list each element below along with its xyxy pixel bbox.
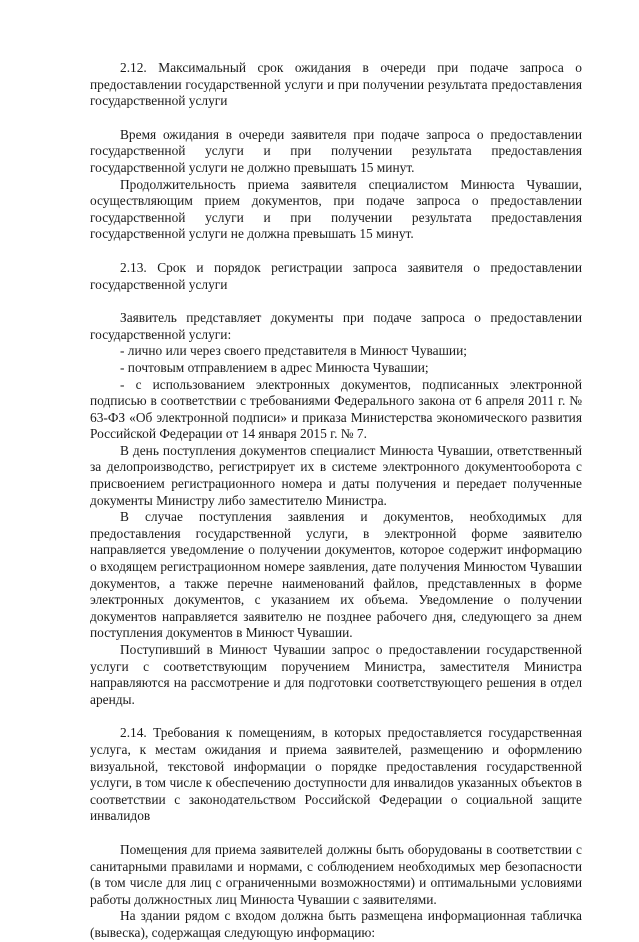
spacer [90, 708, 582, 725]
spacer [90, 110, 582, 127]
section-heading-2-14: 2.14. Требования к помещениям, в которых предоставляется государственная услуга, к местам ожидания и приема заявителей, размещению и оформлению визуальной, текстовой информации о порядке предоставления государственной услуги, в том числе к обеспечению доступности для инвалидов указанных объектов в соответствии с законодательством Российской Федерации о социальной защите инвалидов [90, 725, 582, 824]
paragraph: Поступивший в Минюст Чувашии запрос о предоставлении государственной услуги с соответствующим поручением Министра, заместителя Министра направляются на рассмотрение и для подготовки соответствующего решения в отдел аренды. [90, 642, 582, 707]
document-body [90, 60, 582, 942]
list-item: - лично или через своего представителя в Минюст Чувашии; [120, 343, 467, 359]
paragraph: Продолжительность приема заявителя специалистом Минюста Чувашии, осуществляющим прием документов, при подаче запроса о предоставлении государственной услуги и при получении результата предоставления государственной услуги не должна превышать 15 минут. [90, 176, 582, 242]
paragraph: Помещения для приема заявителей должны быть оборудованы в соответствии с санитарными правилами и нормами, с соблюдением необходимых мер безопасности (в том числе для лиц с ограниченными возможностями) и оптимальными условиями работы должностных лиц Минюста Чувашии с заявителями. [90, 841, 582, 907]
spacer [90, 825, 582, 842]
section-heading-2-13: 2.13. Срок и порядок регистрации запроса заявителя о предоставлении государственной услуги [90, 259, 582, 292]
paragraph: Время ожидания в очереди заявителя при подаче запроса о предоставлении государственной услуги и при получении результата предоставления государственной услуги не должно превышать 15 минут. [90, 126, 582, 175]
spacer [90, 243, 582, 260]
list-item: - почтовым отправлением в адрес Минюста Чувашии; [120, 359, 429, 375]
paragraph: В случае поступления заявления и документов, необходимых для предоставления государственной услуги, в электронной форме заявителю направляется уведомление о получении документов, которое содержит информацию о входящем регистрационном номере заявления, дате получения Минюстом Чувашии документов, а также перечне наименований файлов, представленных в форме электронных документов, с указанием их объема. Уведомление о получении документов направляется заявителю не позднее рабочего дня, следующего за днем поступления документов в Минюст Чувашии. [90, 509, 582, 641]
paragraph: Заявитель представляет документы при подаче запроса о предоставлении государственной услуги: [90, 310, 582, 342]
section-heading-2-12: 2.12. Максимальный срок ожидания в очереди при подаче запроса о предоставлении государственной услуги и при получении результата предоставления государственной услуги [90, 60, 582, 109]
list-item: - с использованием электронных документов, подписанных электронной подписью в соответствии с требованиями Федерального закона от 6 апреля 2011 г. № 63-ФЗ «Об электронной подписи» и приказа Министерства экономического развития Российской Федерации от 14 января 2015 г. № 7. [90, 376, 582, 442]
paragraph: В день поступления документов специалист Минюста Чувашии, ответственный за делопроизводство, регистрирует их в системе электронного документооборота с присвоением регистрационного номера и даты получения и передает полученные документы Министру либо заместителю Министра. [90, 442, 582, 508]
spacer [90, 293, 582, 310]
paragraph: На здании рядом с входом должна быть размещена информационная табличка (вывеска), содержащая следующую информацию: [90, 908, 582, 940]
